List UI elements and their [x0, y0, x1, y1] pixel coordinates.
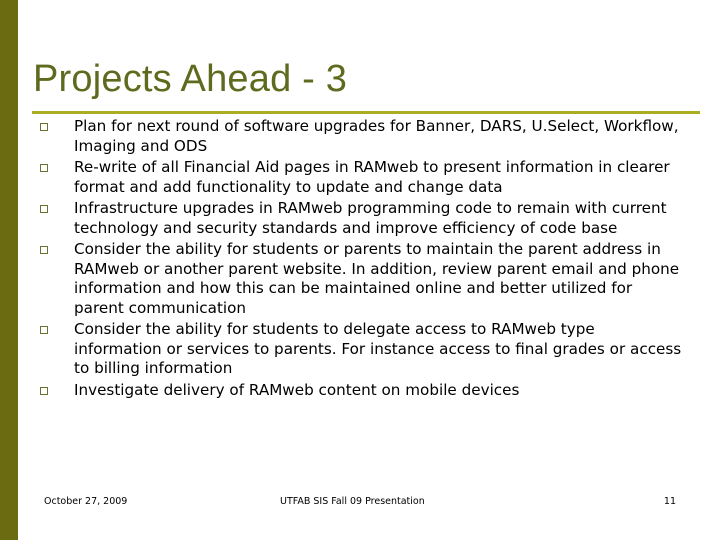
bullet-item	[38, 240, 686, 318]
square-bullet-icon	[40, 326, 48, 334]
bullet-item	[38, 158, 686, 197]
square-bullet-icon	[40, 246, 48, 254]
footer-date: October 27, 2009	[44, 496, 128, 507]
square-bullet-icon	[40, 164, 48, 172]
footer-page-number: 11	[663, 496, 676, 507]
footer-presentation-title: UTFAB SIS Fall 09 Presentation	[280, 496, 425, 507]
bullet-text: Investigate delivery of RAMweb content on mobile devices	[74, 380, 520, 399]
bullet-text: Re-write of all Financial Aid pages in RAMweb to present information in clearer format and add functionality to update and change data	[74, 158, 670, 196]
bullet-text: Infrastructure upgrades in RAMweb programming code to remain with current technology and security standards and improve efficiency of code base	[74, 199, 667, 237]
bullet-item	[38, 320, 686, 379]
slide-title: Projects Ahead - 3	[33, 58, 348, 100]
square-bullet-icon	[40, 123, 48, 131]
bullet-item	[38, 117, 686, 156]
bullet-text: Consider the ability for students to delegate access to RAMweb type information or services to parents. For instance access to final grades or access to billing information	[74, 320, 682, 377]
bullet-item	[38, 199, 686, 238]
square-bullet-icon	[40, 387, 48, 395]
left-accent-bar	[0, 0, 18, 540]
title-divider	[32, 111, 700, 114]
square-bullet-icon	[40, 205, 48, 213]
bullet-text: Consider the ability for students or parents to maintain the parent address in RAMweb or another parent website. In addition, review parent email and phone information and how this can be maintained online and better utilized for parent communication	[74, 240, 680, 317]
bullet-list	[38, 117, 686, 402]
bullet-item	[38, 381, 686, 401]
bullet-text: Plan for next round of software upgrades for Banner, DARS, U.Select, Workflow, Imaging and ODS	[74, 117, 679, 155]
